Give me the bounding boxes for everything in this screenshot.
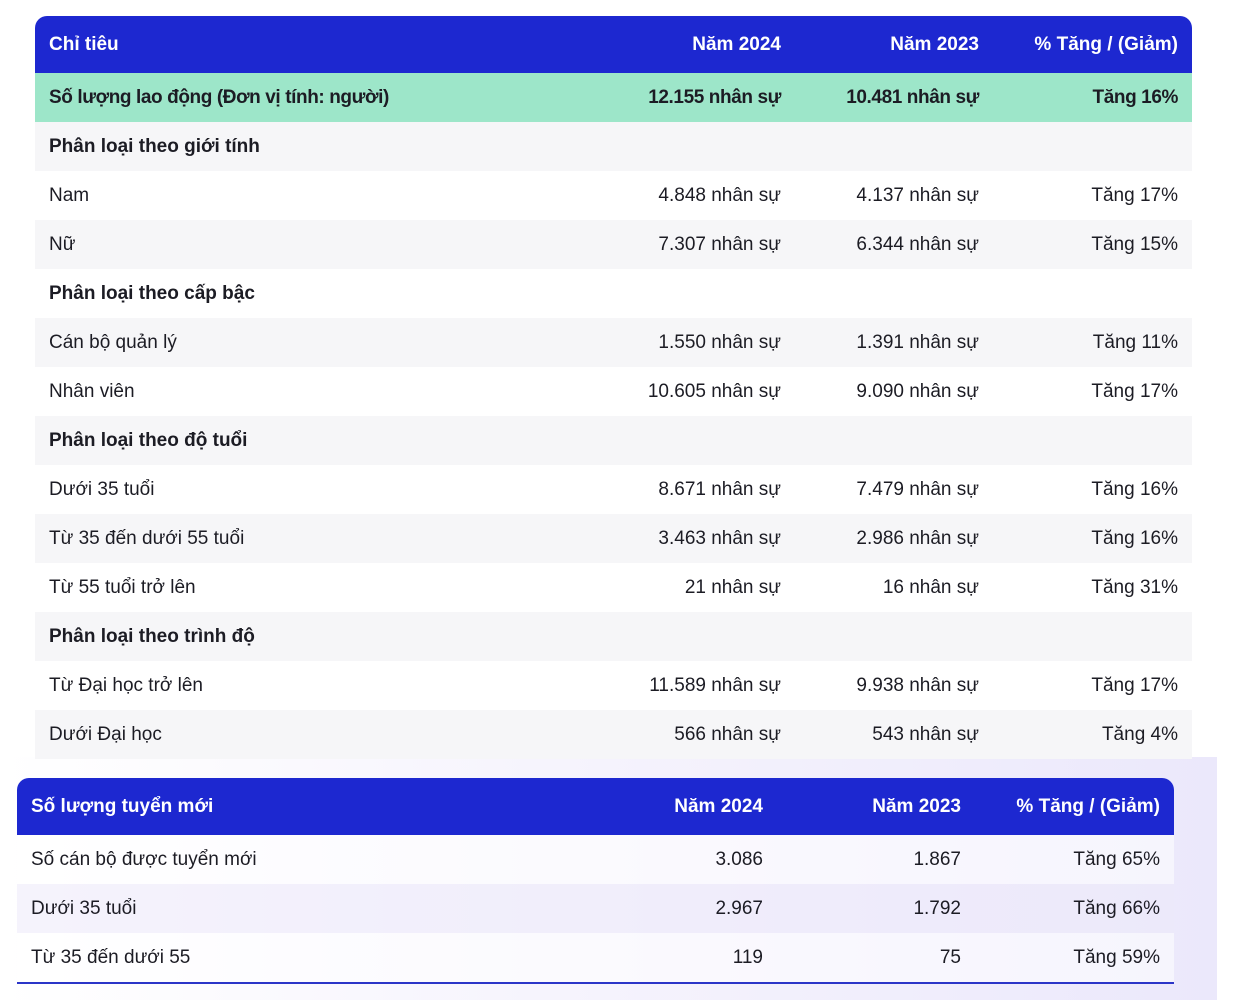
row-label: Dưới Đại học: [35, 710, 595, 759]
row-2023: 6.344 nhân sự: [795, 220, 993, 269]
table-row: [17, 933, 1174, 983]
category-row-education: [35, 612, 1192, 661]
row-2023: [795, 612, 993, 661]
row-2024: 2.967: [577, 884, 777, 933]
row-2024: 3.463 nhân sự: [595, 514, 795, 563]
row-2024: [595, 269, 795, 318]
workforce-header-row: [35, 16, 1192, 73]
row-change: Tăng 17%: [993, 171, 1192, 220]
category-row-gender: [35, 122, 1192, 171]
header-year-2024: Năm 2024: [595, 16, 795, 73]
row-2023: 16 nhân sự: [795, 563, 993, 612]
row-2023: 4.137 nhân sự: [795, 171, 993, 220]
header-year-2023: Năm 2023: [777, 778, 975, 835]
row-change: [993, 122, 1192, 171]
row-2023: [795, 416, 993, 465]
table-row: [35, 367, 1192, 416]
workforce-table: [35, 16, 1192, 759]
recruitment-header-row: [17, 778, 1174, 835]
table-row: [35, 465, 1192, 514]
row-change: [993, 269, 1192, 318]
table-row: [35, 710, 1192, 759]
row-label: Nam: [35, 171, 595, 220]
row-2024: [595, 612, 795, 661]
row-2023: 2.986 nhân sự: [795, 514, 993, 563]
row-2023: 9.090 nhân sự: [795, 367, 993, 416]
row-2024: [595, 416, 795, 465]
row-label: Nhân viên: [35, 367, 595, 416]
row-2024: 4.848 nhân sự: [595, 171, 795, 220]
row-2024: 1.550 nhân sự: [595, 318, 795, 367]
table-row: [35, 318, 1192, 367]
total-change: Tăng 16%: [993, 73, 1192, 122]
row-label: Từ Đại học trở lên: [35, 661, 595, 710]
total-2024: 12.155 nhân sự: [595, 73, 795, 122]
row-label: Phân loại theo độ tuổi: [35, 416, 595, 465]
table-row: [35, 661, 1192, 710]
total-2023: 10.481 nhân sự: [795, 73, 993, 122]
row-change: Tăng 17%: [993, 661, 1192, 710]
row-change: Tăng 31%: [993, 563, 1192, 612]
row-change: Tăng 4%: [993, 710, 1192, 759]
row-label: Nữ: [35, 220, 595, 269]
row-label: Từ 35 đến dưới 55: [17, 933, 577, 983]
row-label: Từ 55 tuổi trở lên: [35, 563, 595, 612]
row-2024: 3.086: [577, 835, 777, 884]
row-label: Từ 35 đến dưới 55 tuổi: [35, 514, 595, 563]
row-label: Cán bộ quản lý: [35, 318, 595, 367]
header-change: % Tăng / (Giảm): [975, 778, 1174, 835]
header-change: % Tăng / (Giảm): [993, 16, 1192, 73]
row-label: Phân loại theo trình độ: [35, 612, 595, 661]
row-2023: [795, 269, 993, 318]
row-change: [993, 612, 1192, 661]
row-2023: 1.867: [777, 835, 975, 884]
row-2024: 11.589 nhân sự: [595, 661, 795, 710]
row-2024: 10.605 nhân sự: [595, 367, 795, 416]
header-year-2023: Năm 2023: [795, 16, 993, 73]
row-label: Phân loại theo giới tính: [35, 122, 595, 171]
row-2024: 7.307 nhân sự: [595, 220, 795, 269]
category-row-age: [35, 416, 1192, 465]
row-2024: [595, 122, 795, 171]
row-2023: 1.792: [777, 884, 975, 933]
total-workforce-row: [35, 73, 1192, 122]
row-change: Tăng 66%: [975, 884, 1174, 933]
row-change: Tăng 65%: [975, 835, 1174, 884]
row-change: Tăng 16%: [993, 465, 1192, 514]
table-row: [17, 884, 1174, 933]
row-2023: 75: [777, 933, 975, 983]
row-2023: [795, 122, 993, 171]
row-change: Tăng 16%: [993, 514, 1192, 563]
table-row: [35, 220, 1192, 269]
table-row: [17, 835, 1174, 884]
row-change: Tăng 17%: [993, 367, 1192, 416]
row-2024: 566 nhân sự: [595, 710, 795, 759]
header-new-hires: Số lượng tuyển mới: [17, 778, 577, 835]
row-change: Tăng 59%: [975, 933, 1174, 983]
row-2024: 21 nhân sự: [595, 563, 795, 612]
table-row: [35, 563, 1192, 612]
header-indicator: Chỉ tiêu: [35, 16, 595, 73]
table-row: [35, 171, 1192, 220]
row-change: [993, 416, 1192, 465]
row-label: Dưới 35 tuổi: [17, 884, 577, 933]
row-2024: 119: [577, 933, 777, 983]
total-label: Số lượng lao động (Đơn vị tính: người): [35, 73, 595, 122]
row-label: Phân loại theo cấp bậc: [35, 269, 595, 318]
recruitment-table: [17, 778, 1174, 984]
category-row-rank: [35, 269, 1192, 318]
row-2023: 9.938 nhân sự: [795, 661, 993, 710]
row-change: Tăng 11%: [993, 318, 1192, 367]
row-label: Dưới 35 tuổi: [35, 465, 595, 514]
header-year-2024: Năm 2024: [577, 778, 777, 835]
row-2023: 543 nhân sự: [795, 710, 993, 759]
row-2023: 1.391 nhân sự: [795, 318, 993, 367]
row-label: Số cán bộ được tuyển mới: [17, 835, 577, 884]
row-2023: 7.479 nhân sự: [795, 465, 993, 514]
table-row: [35, 514, 1192, 563]
row-2024: 8.671 nhân sự: [595, 465, 795, 514]
row-change: Tăng 15%: [993, 220, 1192, 269]
